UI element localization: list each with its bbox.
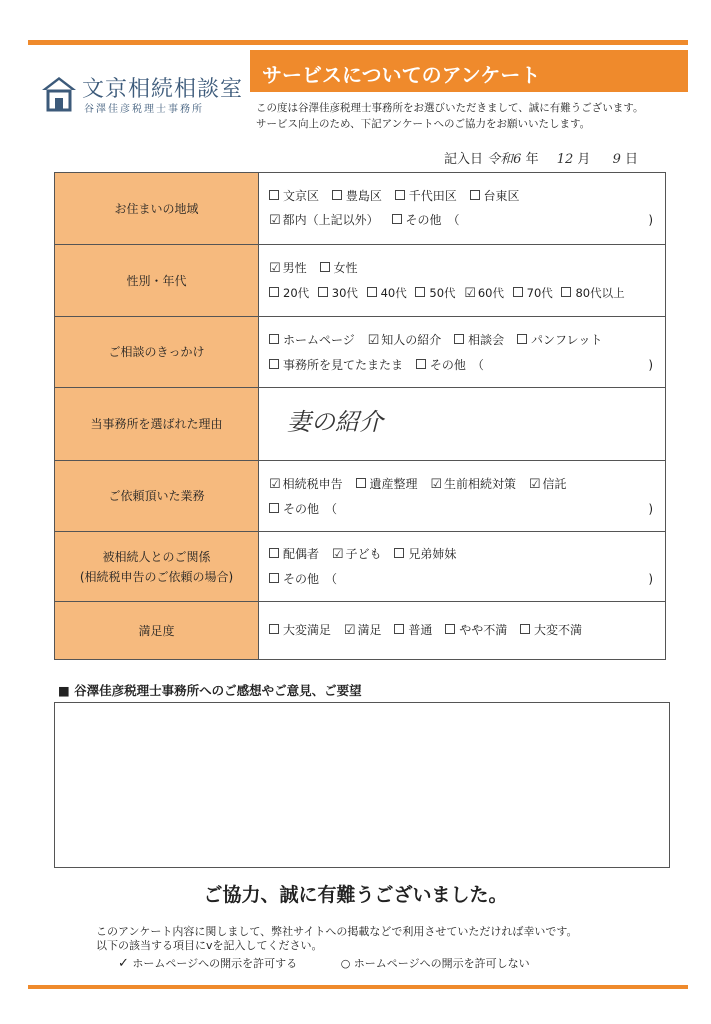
checked-box-icon: ☑ [367,332,380,348]
option-satisfied-checked[interactable]: ☑ 満足 [344,623,382,637]
label-relation-main: 被相続人とのご関係 [102,549,211,564]
checkbox-icon [517,334,527,344]
option-80s[interactable]: 80代以上 [561,286,624,300]
checkbox-icon [367,287,377,297]
check-mark-icon: ✓ [118,956,129,971]
checkbox-icon [445,624,455,634]
option-estate[interactable]: 遺産整理 [356,477,418,491]
label-service: ご依頼頂いた業務 [55,461,259,532]
option-tonai-checked[interactable]: ☑ 都内（上記以外） [269,213,379,227]
option-male-checked[interactable]: ☑ 男性 [269,261,307,275]
row-area [55,173,666,245]
content-gender-age [259,245,666,317]
row-gender-age [55,245,666,317]
intro-line-2: サービス向上のため、下記アンケートへのご協力をお願いいたします。 [256,118,591,130]
option-pre-planning-checked[interactable]: ☑ 生前相続対策 [430,477,516,491]
option-tax-return-checked[interactable]: ☑ 相続税申告 [269,477,343,491]
checkbox-icon [415,287,425,297]
date-month: 12 [556,152,574,167]
intro-line-1: この度は谷澤佳彦税理士事務所をお選びいただきまして、誠に有難うございます。 [256,102,644,114]
checked-box-icon: ☑ [430,476,442,492]
option-walkin[interactable]: 事務所を見てたまたま [269,358,403,372]
content-reason [259,388,666,461]
checkbox-icon [416,359,426,369]
option-bunkyo[interactable]: 文京区 [269,189,319,203]
checked-box-icon: ☑ [269,213,281,228]
date-day-unit: 日 [625,152,639,167]
option-sibling[interactable]: 兄弟姉妹 [394,547,456,561]
checkbox-icon [318,287,328,297]
option-very-dissatisfied[interactable]: 大変不満 [520,623,582,637]
row-service [55,461,666,532]
survey-table [54,172,666,660]
checkbox-icon [470,190,480,200]
checkbox-icon [269,624,279,634]
row-reason [55,388,666,461]
comments-title: ■ 谷澤佳彦税理士事務所へのご感想やご意見、ご要望 [58,683,362,698]
checkbox-icon [269,334,279,344]
date-month-unit: 月 [577,152,591,167]
checked-box-icon: ☑ [269,476,281,492]
entry-date [444,148,638,167]
checkbox-icon [392,214,402,224]
checkbox-icon [332,190,342,200]
checkbox-icon [561,287,571,297]
checked-box-icon: ☑ [464,285,476,301]
checkbox-icon [395,190,405,200]
checkbox-icon [269,548,279,558]
option-toshima[interactable]: 豊島区 [332,189,382,203]
row-satisfaction [55,602,666,660]
checked-box-icon: ☑ [528,476,541,492]
option-referral-checked[interactable]: ☑ 知人の紹介 [368,333,442,347]
paren-close: ) [648,357,653,372]
intro-text [256,100,643,132]
option-20s[interactable]: 20代 [269,286,309,300]
date-year-unit: 年 [525,152,539,167]
label-gender-age: 性別・年代 [55,245,259,317]
option-taito[interactable]: 台東区 [470,189,520,203]
date-day: 9 [612,152,621,167]
comments-box[interactable] [54,702,670,868]
label-area: お住まいの地域 [55,173,259,245]
content-service [259,461,666,532]
bottom-orange-rule [28,985,688,989]
checked-box-icon: ☑ [269,260,281,276]
checkbox-icon [269,359,279,369]
option-other[interactable]: その他 （ [269,572,337,586]
option-allow-publish-checked[interactable]: ✓ ホームページへの開示を許可する [118,956,298,971]
checkbox-icon [454,334,464,344]
logo-subtitle: 谷澤佳彦税理士事務所 [84,104,204,115]
option-70s[interactable]: 70代 [513,286,553,300]
label-relation-note: (相続税申告のご依頼の場合) [79,569,234,584]
option-homepage[interactable]: ホームページ [269,333,355,347]
option-child-checked[interactable]: ☑ 子ども [332,547,382,561]
logo-title: 文京相続相談室 [82,77,244,102]
option-spouse[interactable]: 配偶者 [269,547,319,561]
consent-line-2: 以下の該当する項目にvを記入してください。 [96,939,323,952]
checked-box-icon: ☑ [343,623,356,638]
content-relation [259,532,666,602]
option-female[interactable]: 女性 [320,261,358,275]
paren-close: ) [648,572,653,586]
option-50s[interactable]: 50代 [415,286,455,300]
option-chiyoda[interactable]: 千代田区 [395,189,457,203]
checkbox-icon [320,262,330,272]
circle-icon: ○ [340,957,351,970]
option-neutral[interactable]: 普通 [394,623,432,637]
date-era: 令和6 [487,152,522,167]
paren-close: ) [648,213,653,227]
date-label: 記入日 [444,152,484,167]
label-relation [55,532,259,602]
label-satisfaction: 満足度 [55,602,259,660]
checkbox-icon [394,548,404,558]
reason-answer: 妻の紹介 [287,408,383,436]
permission-options [118,955,570,971]
checkbox-icon [269,573,279,583]
option-trust-checked[interactable]: ☑ 信託 [529,477,567,491]
checkbox-icon [356,478,366,488]
paren-close: ) [648,501,653,516]
top-orange-rule [28,40,688,45]
label-reason: 当事務所を選ばれた理由 [55,388,259,461]
house-logo-icon [40,74,78,112]
label-trigger: ご相談のきっかけ [55,317,259,388]
thanks-message: ご協力、誠に有難うございました。 [203,884,508,906]
checkbox-icon [269,287,279,297]
consent-line-1: このアンケート内容に関しまして、弊社サイトへの掲載などで利用させていただければ幸いです。 [96,925,578,938]
consent-text [96,925,577,953]
content-area [259,173,666,245]
checked-box-icon: ☑ [331,547,344,562]
content-trigger [259,317,666,388]
option-deny-publish[interactable]: ○ ホームページへの開示を許可しない [340,957,530,970]
option-pamphlet[interactable]: パンフレット [517,333,602,347]
option-somewhat-dissatisfied[interactable]: やや不満 [445,623,507,637]
option-other[interactable]: その他 （ [269,502,337,516]
survey-title: サービスについてのアンケート [262,63,541,87]
checkbox-icon [520,624,530,634]
option-other[interactable]: その他 （ [416,358,484,372]
checkbox-icon [394,624,404,634]
checkbox-icon [269,190,279,200]
checkbox-icon [513,287,523,297]
option-60s-checked[interactable]: ☑ 60代 [464,286,504,300]
option-other[interactable]: その他 （ [392,213,460,227]
option-very-satisfied[interactable]: 大変満足 [269,623,331,637]
option-40s[interactable]: 40代 [367,286,407,300]
row-trigger [55,317,666,388]
option-seminar[interactable]: 相談会 [454,333,504,347]
option-30s[interactable]: 30代 [318,286,358,300]
checkbox-icon [269,503,279,513]
content-satisfaction [259,602,666,660]
row-relation [55,532,666,602]
